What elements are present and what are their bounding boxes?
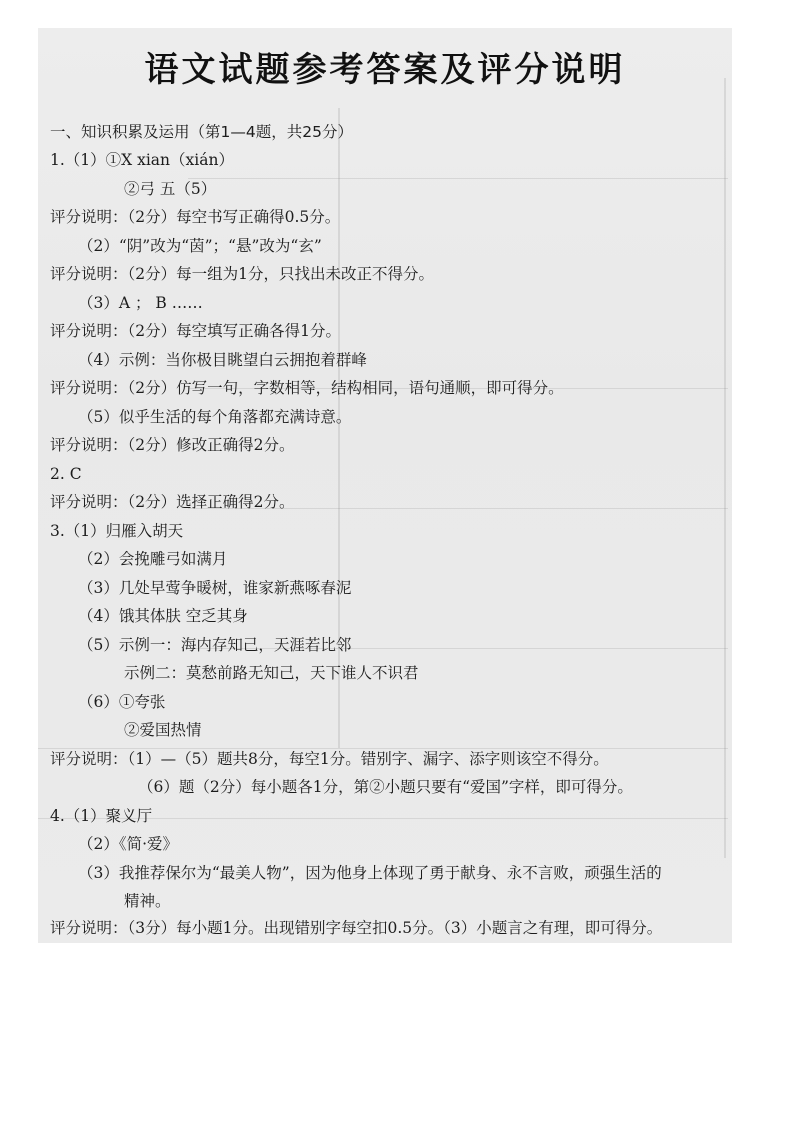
answer-line: （3）几处早莺争暖树，谁家新燕啄春泥 xyxy=(78,579,352,597)
scoring-note: 评分说明：（2分）每一组为1分，只找出未改正不得分。 xyxy=(50,265,434,283)
answer-line: 精神。 xyxy=(124,892,171,910)
answer-line: 3.（1）归雁入胡天 xyxy=(50,522,184,540)
answer-line: （4）示例：当你极目眺望白云拥抱着群峰 xyxy=(78,351,367,369)
answer-line: （3）我推荐保尔为“最美人物”，因为他身上体现了勇于献身、永不言败，顽强生活的 xyxy=(78,864,662,882)
scanned-page xyxy=(38,28,732,943)
answer-line: ②爱国热情 xyxy=(124,721,202,739)
answer-line: （2）“阴”改为“茵”；“悬”改为“玄” xyxy=(78,237,322,255)
answer-line: （4）饿其体肤 空乏其身 xyxy=(78,607,248,625)
answer-line: （3）A ； B …… xyxy=(78,294,203,312)
scoring-note: （6）题（2分）每小题各1分，第②小题只要有“爱国”字样，即可得分。 xyxy=(138,778,633,796)
answer-line: 示例二：莫愁前路无知己，天下谁人不识君 xyxy=(124,664,419,682)
answer-line: （2）会挽雕弓如满月 xyxy=(78,550,228,568)
scoring-note: 评分说明：（2分）修改正确得2分。 xyxy=(50,436,295,454)
answer-line: （2）《简·爱》 xyxy=(78,835,179,853)
page-title: 语文试题参考答案及评分说明 xyxy=(144,50,626,90)
answer-line: ②弓 五（5） xyxy=(124,180,217,198)
answer-line: （5）示例一：海内存知己，天涯若比邻 xyxy=(78,636,352,654)
scoring-note: 评分说明：（2分）每空书写正确得0.5分。 xyxy=(50,208,341,226)
section-heading: 一、知识积累及运用（第1—4题，共25分） xyxy=(50,123,353,141)
scoring-note: 评分说明：（3分）每小题1分。出现错别字每空扣0.5分。（3）小题言之有理，即可得分。 xyxy=(50,919,663,937)
answer-line: 1.（1）①X xian（xián） xyxy=(50,151,234,169)
answer-line: 2. C xyxy=(50,465,82,483)
answer-line: （6）①夸张 xyxy=(78,693,166,711)
answer-line: 4.（1）聚义厅 xyxy=(50,807,153,825)
scoring-note: 评分说明：（2分）每空填写正确各得1分。 xyxy=(50,322,341,340)
scoring-note: 评分说明：（1）—（5）题共8分，每空1分。错别字、漏字、添字则该空不得分。 xyxy=(50,750,609,768)
scoring-note: 评分说明：（2分）仿写一句，字数相等，结构相同，语句通顺，即可得分。 xyxy=(50,379,564,397)
scoring-note: 评分说明：（2分）选择正确得2分。 xyxy=(50,493,295,511)
answer-line: （5）似乎生活的每个角落都充满诗意。 xyxy=(78,408,352,426)
